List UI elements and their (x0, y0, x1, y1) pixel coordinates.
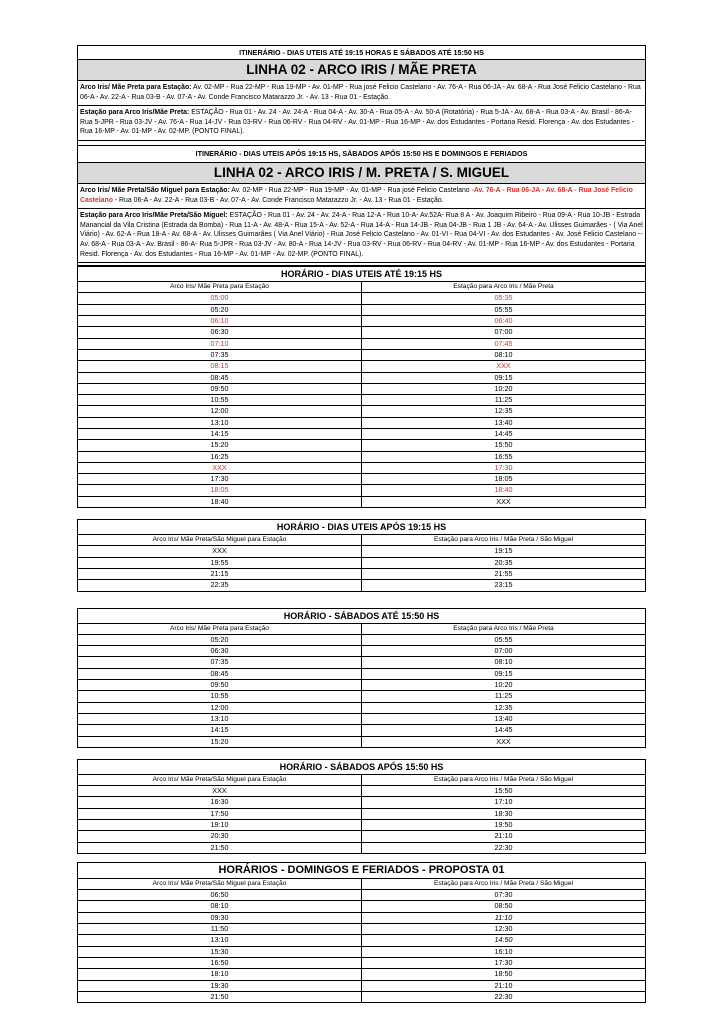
table-row (78, 451, 645, 462)
schedule-table (77, 759, 646, 854)
return-time-cell: 09:15 (362, 372, 646, 383)
table-row (78, 702, 645, 713)
return-time-cell: 07:30 (362, 890, 646, 901)
departure-time-cell: 10:55 (78, 395, 362, 406)
table-row (78, 557, 645, 568)
table-row (78, 725, 645, 736)
line-title-sao-miguel: LINHA 02 - ARCO IRIS / M. PRETA / S. MIGUEL (78, 163, 645, 184)
itinerary-title-evenings-weekends: ITINERÁRIO - DIAS UTEIS APÓS 19:15 HS, SÁBADOS APÓS 15:50 HS E DOMINGOS E FERIADOS (78, 146, 645, 163)
table-row (78, 957, 645, 968)
return-time-cell: 16:10 (362, 946, 646, 957)
departure-time-cell: 08:45 (78, 668, 362, 679)
table-row (78, 657, 645, 668)
column-header: Arco Iris/ Mãe Preta para Estação (78, 623, 362, 634)
table-row (78, 361, 645, 372)
departure-time-cell: 05:00 (78, 293, 362, 304)
schedule-table (77, 608, 646, 748)
schedule-tables (77, 266, 646, 1003)
column-header: Estação para Arco Iris / Mãe Preta (362, 623, 646, 634)
table-row (78, 485, 645, 496)
table-row (78, 395, 645, 406)
table-row (78, 991, 645, 1002)
table-row (78, 691, 645, 702)
departure-time-cell: 19:30 (78, 980, 362, 991)
table-row (78, 304, 645, 315)
departure-time-cell: 06:10 (78, 316, 362, 327)
departure-time-cell: 05:20 (78, 304, 362, 315)
table-row (78, 912, 645, 923)
column-header: Arco Iris/ Mãe Preta/São Miguel para Estação (78, 535, 362, 546)
departure-time-cell: 21:50 (78, 991, 362, 1002)
column-header: Arco Iris/ Mãe Preta/São Miguel para Estação (78, 774, 362, 785)
departure-time-cell: 07:35 (78, 657, 362, 668)
departure-time-cell: 21:50 (78, 842, 362, 853)
divider (78, 263, 645, 265)
table-row (78, 580, 645, 591)
column-header: Estação para Arco Iris / Mãe Preta / São Miguel (362, 878, 646, 889)
departure-time-cell: 08:10 (78, 901, 362, 912)
departure-time-cell: 15:20 (78, 440, 362, 451)
departure-time-cell: 19:55 (78, 557, 362, 568)
route-to-station (78, 81, 645, 106)
route-label: Estação para Arco Iris/Mãe Preta/São Miguel: (80, 212, 228, 220)
departure-time-cell: 10:55 (78, 691, 362, 702)
return-time-cell: 08:50 (362, 901, 646, 912)
table-row (78, 842, 645, 853)
departure-time-cell: 09:50 (78, 383, 362, 394)
departure-time-cell: 16:50 (78, 957, 362, 968)
table-row (78, 383, 645, 394)
table-row (78, 831, 645, 842)
table-row (78, 890, 645, 901)
return-time-cell: 10:20 (362, 680, 646, 691)
return-time-cell: XXX (362, 361, 646, 372)
route-label: Arco Iris/ Mãe Preta/São Miguel para Estação: (80, 186, 230, 194)
departure-time-cell: 05:20 (78, 634, 362, 645)
column-header: Arco Iris/ Mãe Preta/São Miguel para Estação (78, 878, 362, 889)
return-time-cell: 07:45 (362, 338, 646, 349)
departure-time-cell: 21:15 (78, 568, 362, 579)
return-time-cell: 14:50 (362, 935, 646, 946)
departure-time-cell: 16:30 (78, 797, 362, 808)
itinerary-title-weekdays: ITINERÁRIO - DIAS UTEIS ATÉ 19:15 HORAS E SÁBADOS ATÉ 15:50 HS (78, 46, 645, 60)
return-time-cell: 07:00 (362, 646, 646, 657)
return-time-cell: 15:50 (362, 786, 646, 797)
table-row (78, 797, 645, 808)
table-row (78, 462, 645, 473)
table-row (78, 668, 645, 679)
departure-time-cell: 09:30 (78, 912, 362, 923)
departure-time-cell: 18:10 (78, 969, 362, 980)
departure-time-cell: 13:10 (78, 713, 362, 724)
departure-time-cell: 06:30 (78, 327, 362, 338)
table-row (78, 316, 645, 327)
departure-time-cell: 11:50 (78, 924, 362, 935)
return-time-cell: 18:50 (362, 969, 646, 980)
route-text-highlight: -Av. 76-A - Rua 06-JA - Av. 68-A - Rua José Felicio Castelano (80, 186, 633, 204)
line-title-arco-iris-mae-preta: LINHA 02 - ARCO IRIS / MÃE PRETA (78, 60, 645, 81)
schedule-title: HORÁRIO - SÁBADOS APÓS 15:50 HS (279, 761, 444, 772)
return-time-cell: XXX (362, 736, 646, 747)
table-row (78, 568, 645, 579)
return-time-cell: 13:40 (362, 713, 646, 724)
departure-time-cell: 15:20 (78, 736, 362, 747)
route-label: Arco Iris/ Mãe Preta para Estação: (80, 84, 192, 91)
table-row (78, 372, 645, 383)
return-time-cell: 18:30 (362, 808, 646, 819)
route-text: ESTAÇÃO - Rua 01 - Av. 24 - Av. 24-A - Rua 04-A - Av. 30-A - Rua 05-A - Av. 50-A (Rotatória) - Rua 5-JA - Av. 68-A - Rua 03-A - Av. Brasil - 86-A- Rua 5-JPR - Rua 03-JV - Av. 76-A - Rua 14-JV - Rua 03-RV - Rua 06-RV - Rua 04-RV - Av. 01-MP - Rua 16-MP - Av. dos Estudantes - Portaria Resid. Florença - Av. dos Estudantes - Rua 16-MP - Av. 01-MP - Av. 02-MP. (PONTO FINAL). (80, 109, 635, 136)
route-from-station-sao-miguel (78, 209, 645, 263)
table-row (78, 646, 645, 657)
return-time-cell: 21:10 (362, 831, 646, 842)
departure-time-cell: 17:50 (78, 808, 362, 819)
return-time-cell: 10:20 (362, 383, 646, 394)
column-header: Arco Iris/ Mãe Preta para Estação (78, 282, 362, 293)
return-time-cell: 19:50 (362, 820, 646, 831)
departure-time-cell: 06:50 (78, 890, 362, 901)
table-row (78, 428, 645, 439)
table-row (78, 969, 645, 980)
return-time-cell: 09:15 (362, 668, 646, 679)
departure-time-cell: 14:15 (78, 428, 362, 439)
return-time-cell: 08:10 (362, 349, 646, 360)
departure-time-cell: 15:30 (78, 946, 362, 957)
table-row (78, 349, 645, 360)
table-row (78, 338, 645, 349)
departure-time-cell: 08:45 (78, 372, 362, 383)
departure-time-cell: XXX (78, 546, 362, 557)
departure-time-cell: 08:15 (78, 361, 362, 372)
schedule-title: HORÁRIO - SÁBADOS ATÉ 15:50 HS (283, 610, 440, 621)
return-time-cell: 14:45 (362, 428, 646, 439)
return-time-cell: 12:30 (362, 924, 646, 935)
return-time-cell: 17:10 (362, 797, 646, 808)
departure-time-cell: 18:40 (78, 496, 362, 507)
return-time-cell: 16:55 (362, 451, 646, 462)
return-time-cell: 19:15 (362, 546, 646, 557)
departure-time-cell: 17:30 (78, 474, 362, 485)
table-row (78, 935, 645, 946)
departure-time-cell: 18:05 (78, 485, 362, 496)
departure-time-cell: XXX (78, 462, 362, 473)
departure-time-cell: 07:35 (78, 349, 362, 360)
return-time-cell: 17:30 (362, 957, 646, 968)
route-text: - Rua 06-A - Av. 22-A - Rua 03-B - Av. 07-A - Av. Conde Francisco Matarazzo Jr. - Av. 13 - Rua 01 - Estação. (112, 196, 444, 204)
return-time-cell: 05:35 (362, 293, 646, 304)
return-time-cell: 17:30 (362, 462, 646, 473)
table-row (78, 736, 645, 747)
table-row (78, 474, 645, 485)
return-time-cell: 14:45 (362, 725, 646, 736)
table-row (78, 496, 645, 507)
departure-time-cell: 09:50 (78, 680, 362, 691)
table-row (78, 293, 645, 304)
return-time-cell: 05:55 (362, 304, 646, 315)
departure-time-cell: 14:15 (78, 725, 362, 736)
departure-time-cell: 19:10 (78, 820, 362, 831)
return-time-cell: 12:35 (362, 406, 646, 417)
itinerary-block (77, 45, 646, 266)
return-time-cell: 22:30 (362, 842, 646, 853)
document-page (77, 45, 646, 1003)
table-row (78, 713, 645, 724)
table-row (78, 440, 645, 451)
departure-time-cell: XXX (78, 786, 362, 797)
table-row (78, 946, 645, 957)
table-row (78, 634, 645, 645)
departure-time-cell: 16:25 (78, 451, 362, 462)
schedule-table (77, 862, 646, 1003)
return-time-cell: 23:15 (362, 580, 646, 591)
return-time-cell: 11:25 (362, 395, 646, 406)
schedule-table (77, 519, 646, 591)
departure-time-cell: 13:10 (78, 417, 362, 428)
table-row (78, 820, 645, 831)
return-time-cell: 20:35 (362, 557, 646, 568)
return-time-cell: XXX (362, 496, 646, 507)
table-row (78, 417, 645, 428)
column-header: Estação para Arco Iris / Mãe Preta (362, 282, 646, 293)
return-time-cell: 08:10 (362, 657, 646, 668)
return-time-cell: 18:40 (362, 485, 646, 496)
departure-time-cell: 12:00 (78, 702, 362, 713)
table-row (78, 924, 645, 935)
return-time-cell: 13:40 (362, 417, 646, 428)
schedule-title: HORÁRIOS - DOMINGOS E FERIADOS - PROPOSTA 01 (218, 863, 505, 876)
return-time-cell: 12:35 (362, 702, 646, 713)
return-time-cell: 11:10 (362, 912, 646, 923)
route-label: Estação para Arco Iris/Mãe Preta: (80, 109, 190, 117)
route-to-station-sao-miguel (78, 184, 645, 209)
table-row (78, 808, 645, 819)
return-time-cell: 07:00 (362, 327, 646, 338)
departure-time-cell: 07:10 (78, 338, 362, 349)
departure-time-cell: 20:30 (78, 831, 362, 842)
return-time-cell: 18:05 (362, 474, 646, 485)
return-time-cell: 06:40 (362, 316, 646, 327)
table-row (78, 546, 645, 557)
table-row (78, 901, 645, 912)
departure-time-cell: 13:10 (78, 935, 362, 946)
departure-time-cell: 06:30 (78, 646, 362, 657)
schedule-title: HORÁRIO - DIAS UTEIS APÓS 19:15 HS (276, 522, 447, 533)
schedule-title: HORÁRIO - DIAS UTEIS ATÉ 19:15 HS (280, 269, 443, 280)
route-text: Av. 02-MP - Rua 22-MP - Rua 19-MP - Av. 01-MP - Rua josé Felicio Castelano (229, 186, 472, 194)
return-time-cell: 05:55 (362, 634, 646, 645)
return-time-cell: 15:50 (362, 440, 646, 451)
return-time-cell: 21:10 (362, 980, 646, 991)
departure-time-cell: 22:35 (78, 580, 362, 591)
table-row (78, 980, 645, 991)
table-row (78, 327, 645, 338)
schedule-table (77, 266, 646, 508)
return-time-cell: 11:25 (362, 691, 646, 702)
route-text: ESTAÇÃO - Rua 01 - Av. 24 - Av. 24-A - Rua 12-A - Rua 10-A- Av.52A- Rua 8 A - Av. Joaquim Ribeiro - Rua 09-A - Rua 10-JB - Estrada Manancial da Vila Cristina (Estrada da Bomba) - Rua 11-A - Av. 48-A - Rua 15-A - Av. 52-A - Rua 14-A - Rua 14-JB - Rua 04-JB - Rua 1 JB - Av. 64-A - Av. Ulisses Guimarães - ( Via Anel Viário) - Av. 62-A - Rua 18-A - Av. 68-A - Av. Ulisses Guimarães ( Via Anel Viário) - Rua José Felicio Castelano - Av. 01-VI - Rua 04-VI - Av. dos Estudantes - Av. José Felicio Castelano -- Av. 68-A - Rua 03-A - Av. Brasil - 86-A- Rua 5-JPR - Rua 03-JV - Av. 80-A - Rua 14-JV - Rua 03-RV - Rua 06-RV - Rua 04-RV - Av. 01-MP - Rua 16-MP - Av. dos Estudantes - Portaria Resid. Florença - Av. dos Estudantes - Rua 16-MP - Av. 01-MP - Av. 02-MP. (PONTO FINAL). (80, 212, 643, 258)
return-time-cell: 21:55 (362, 568, 646, 579)
route-text: Av. 02-MP - Rua 22-MP - Rua 19-MP - Av. 01-MP - Rua josé Felicio Castelano - Av. 76-A - Rua 06-JA - Av. 68-A - Rua José Felicio Castelano - Rua 06-A - Av. 22-A - Rua 03-B - Av. 07-A - Av. Conde Francisco Matarazzo Jr. - Av. 13 - Rua 01 - Estação. (80, 84, 641, 101)
table-row (78, 406, 645, 417)
route-from-station (78, 106, 645, 141)
departure-time-cell: 12:00 (78, 406, 362, 417)
table-row (78, 680, 645, 691)
return-time-cell: 22:30 (362, 991, 646, 1002)
table-row (78, 786, 645, 797)
column-header: Estação para Arco Iris / Mãe Preta / São Miguel (362, 774, 646, 785)
column-header: Estação para Arco Iris / Mãe Preta / São Miguel (362, 535, 646, 546)
